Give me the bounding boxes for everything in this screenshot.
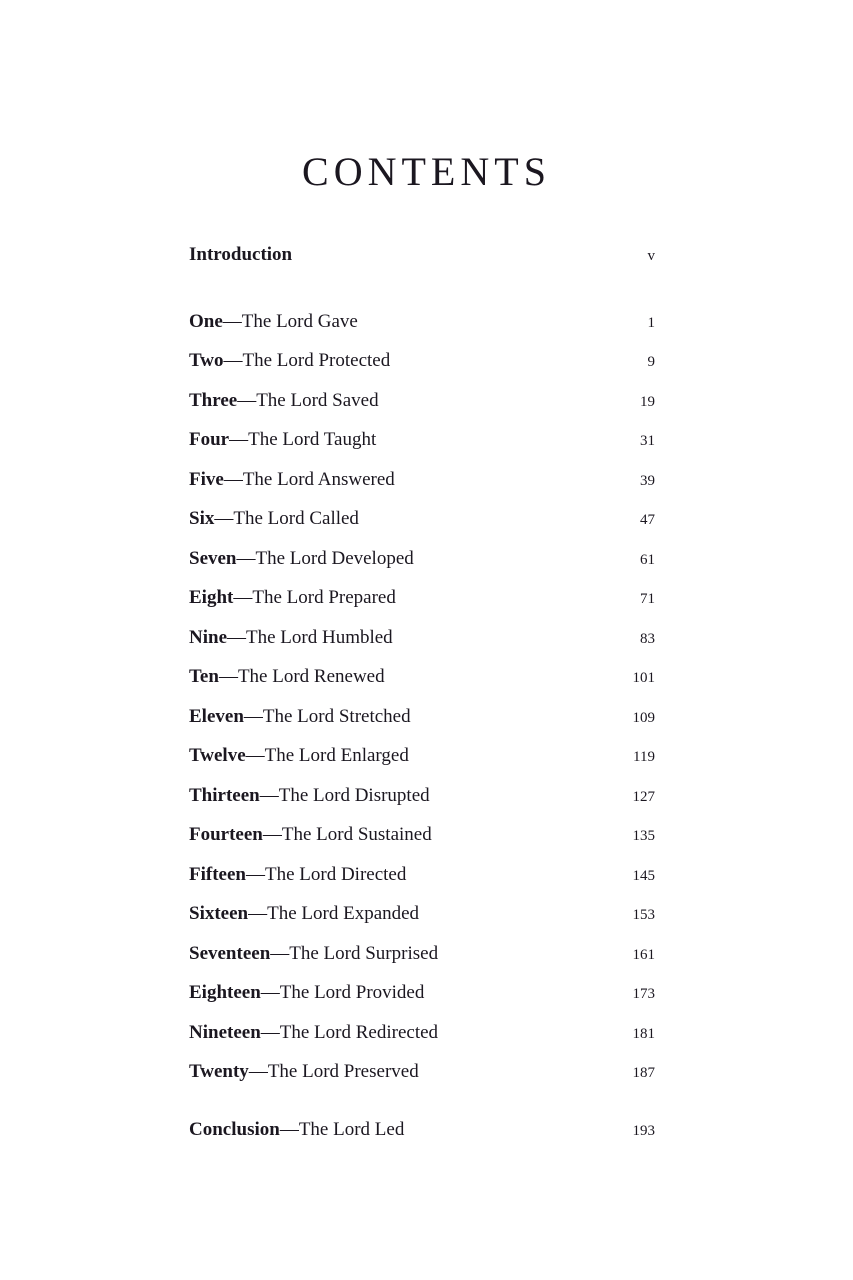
chapter-title: —The Lord Provided — [260, 982, 425, 1003]
toc-entry[interactable] — [189, 978, 655, 1008]
chapter-title: —The Lord Humbled — [227, 627, 393, 648]
chapter-title: —The Lord Disrupted — [259, 785, 430, 806]
conclusion-page: 193 — [632, 1123, 655, 1139]
chapter-number: Seventeen — [189, 943, 271, 964]
chapter-number: Eight — [189, 587, 234, 608]
toc-entry[interactable] — [189, 504, 655, 534]
chapter-title: —The Lord Expanded — [248, 903, 420, 924]
toc-entry-introduction[interactable] — [189, 240, 655, 270]
chapter-number: Eleven — [189, 706, 244, 727]
chapter-page: 127 — [632, 789, 655, 805]
conclusion-title: —The Lord Led — [279, 1119, 405, 1140]
toc-entry[interactable] — [189, 860, 655, 890]
chapter-number: One — [189, 311, 223, 332]
toc-entry[interactable] — [189, 1018, 655, 1048]
toc-entry[interactable] — [189, 425, 655, 455]
toc-entry[interactable] — [189, 702, 655, 732]
chapter-title: —The Lord Developed — [236, 548, 414, 569]
chapter-number: Sixteen — [189, 903, 249, 924]
chapter-page: 153 — [632, 907, 655, 923]
toc-entry[interactable] — [189, 939, 655, 969]
chapter-number: Eighteen — [189, 982, 261, 1003]
toc-entry-conclusion[interactable] — [189, 1115, 655, 1145]
chapter-page: 71 — [640, 591, 655, 607]
chapter-number: Two — [189, 350, 224, 371]
chapter-page: 173 — [632, 986, 655, 1002]
chapter-title: —The Lord Gave — [222, 311, 358, 332]
toc-entry[interactable] — [189, 386, 655, 416]
toc-entry[interactable] — [189, 583, 655, 613]
toc-entry[interactable] — [189, 662, 655, 692]
chapter-page: 109 — [632, 710, 655, 726]
chapter-number: Three — [189, 390, 238, 411]
chapter-number: Four — [189, 429, 230, 450]
chapter-title: —The Lord Saved — [237, 390, 379, 411]
chapter-title: —The Lord Directed — [245, 864, 407, 885]
chapter-page: 1 — [647, 315, 655, 331]
toc-entry[interactable] — [189, 307, 655, 337]
chapter-page: 161 — [632, 947, 655, 963]
chapter-title: —The Lord Redirected — [260, 1022, 439, 1043]
chapter-page: 39 — [640, 473, 655, 489]
chapter-title: —The Lord Preserved — [248, 1061, 419, 1082]
toc-entry[interactable] — [189, 465, 655, 495]
toc-entry[interactable] — [189, 741, 655, 771]
chapter-title: —The Lord Prepared — [233, 587, 396, 608]
chapter-page: 119 — [633, 749, 655, 765]
chapter-title: —The Lord Surprised — [270, 943, 439, 964]
chapter-title: —The Lord Stretched — [243, 706, 411, 727]
chapter-number: Thirteen — [189, 785, 260, 806]
chapter-number: Twelve — [189, 745, 246, 766]
toc-entry[interactable] — [189, 781, 655, 811]
toc-entry-page: v — [647, 248, 655, 264]
chapter-page: 135 — [632, 828, 655, 844]
chapter-page: 187 — [632, 1065, 655, 1081]
chapter-page: 19 — [640, 394, 655, 410]
chapter-page: 47 — [640, 512, 655, 528]
toc-entry[interactable] — [189, 623, 655, 653]
chapter-number: Nine — [189, 627, 227, 648]
toc-entry-label: Introduction — [189, 244, 293, 265]
chapter-page: 145 — [632, 868, 655, 884]
chapter-number: Twenty — [189, 1061, 249, 1082]
chapter-number: Nineteen — [189, 1022, 261, 1043]
chapter-page: 9 — [647, 354, 655, 370]
chapter-title: —The Lord Renewed — [218, 666, 385, 687]
chapter-page: 61 — [640, 552, 655, 568]
toc-entry[interactable] — [189, 544, 655, 574]
toc-entry[interactable] — [189, 346, 655, 376]
toc-entry[interactable] — [189, 899, 655, 929]
chapter-number: Ten — [189, 666, 219, 687]
chapter-number: Fourteen — [189, 824, 263, 845]
chapter-number: Six — [189, 508, 215, 529]
page-title: CONTENTS — [302, 149, 551, 194]
chapter-number: Fifteen — [189, 864, 246, 885]
chapter-title: —The Lord Answered — [223, 469, 395, 490]
chapter-title: —The Lord Protected — [223, 350, 391, 371]
toc-entry[interactable] — [189, 820, 655, 850]
chapter-title: —The Lord Sustained — [262, 824, 432, 845]
toc-entry[interactable] — [189, 1057, 655, 1087]
chapter-title: —The Lord Taught — [229, 429, 377, 450]
chapter-title: —The Lord Enlarged — [245, 745, 409, 766]
chapter-page: 31 — [640, 433, 655, 449]
chapter-number: Five — [189, 469, 224, 490]
chapter-page: 181 — [632, 1026, 655, 1042]
conclusion-label: Conclusion — [189, 1119, 280, 1140]
chapter-number: Seven — [189, 548, 237, 569]
chapter-page: 83 — [640, 631, 655, 647]
chapter-page: 101 — [632, 670, 655, 686]
chapter-title: —The Lord Called — [214, 508, 359, 529]
